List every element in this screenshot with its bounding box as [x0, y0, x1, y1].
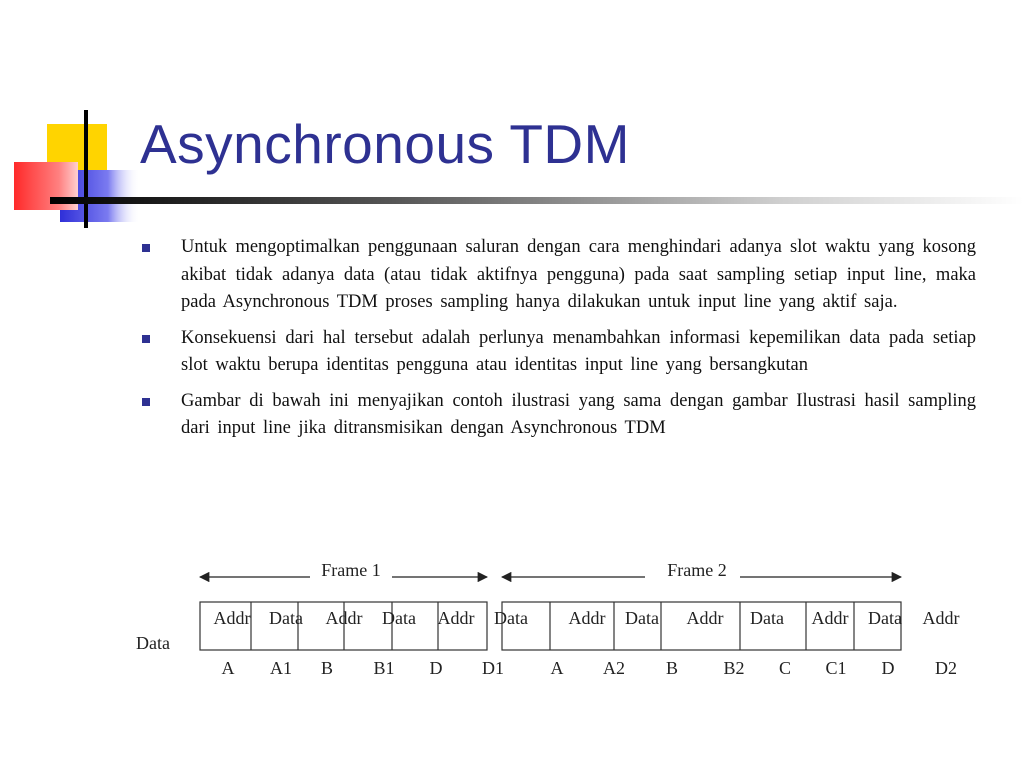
title-underline	[50, 197, 1024, 204]
field-label: Addr	[922, 608, 960, 628]
bullet-square-icon	[142, 335, 150, 343]
slot-value: B2	[723, 658, 745, 678]
slot-value: A2	[603, 658, 625, 678]
field-label: Data	[494, 608, 528, 628]
slot-value: A1	[270, 658, 292, 678]
frame-label: Frame 2	[667, 560, 727, 580]
slide-title: Asynchronous TDM	[140, 113, 630, 175]
bullet-item	[142, 325, 984, 380]
field-label: Data	[382, 608, 416, 628]
slot-value: C	[778, 658, 792, 678]
async-tdm-diagram	[130, 550, 980, 690]
slot-value: D2	[935, 658, 957, 678]
bullet-text: Gambar di bawah ini menyajikan contoh ilustrasi yang sama dengan gambar Ilustrasi hasil sampling dari input line jika ditransmisikan dengan Asynchronous TDM	[181, 390, 976, 438]
bullet-square-icon	[142, 244, 150, 252]
bullet-list	[142, 234, 984, 451]
slot-value: B	[320, 658, 334, 678]
bullet-text: Konsekuensi dari hal tersebut adalah perlunya menambahkan informasi kepemilikan data pada setiap slot waktu berupa identitas pengguna atau identitas input line yang bersangkutan	[181, 327, 976, 375]
field-label: Addr	[437, 608, 475, 628]
bullet-item	[142, 234, 984, 317]
bullet-item	[142, 388, 984, 443]
slot-value: A	[550, 658, 564, 678]
slot-value: C1	[825, 658, 847, 678]
field-label: Addr	[686, 608, 724, 628]
decorative-logo	[0, 0, 140, 240]
bullet-square-icon	[142, 398, 150, 406]
bullet-text: Untuk mengoptimalkan penggunaan saluran dengan cara menghindari adanya slot waktu yang kosong akibat tidak adanya data (atau tidak aktifnya pengguna) pada saat sampling setiap input line, maka pada Asynchronous TDM proses sampling hanya dilakukan untuk input line yang aktif saja.	[181, 237, 976, 312]
field-label: Addr	[568, 608, 606, 628]
field-label: Data	[625, 608, 659, 628]
slot-value: D	[881, 658, 895, 678]
slot-value: A	[221, 658, 235, 678]
frame-label: Frame 1	[321, 560, 381, 580]
field-label: Addr	[325, 608, 363, 628]
slot-value: D	[429, 658, 443, 678]
field-label: Data	[868, 608, 902, 628]
field-label: Data	[269, 608, 303, 628]
field-label: Addr	[213, 608, 251, 628]
row-label: Data	[136, 633, 170, 653]
slot-value: B1	[373, 658, 395, 678]
field-label: Data	[750, 608, 784, 628]
field-label: Addr	[811, 608, 849, 628]
slot-value: D1	[482, 658, 504, 678]
slot-value: B	[665, 658, 679, 678]
